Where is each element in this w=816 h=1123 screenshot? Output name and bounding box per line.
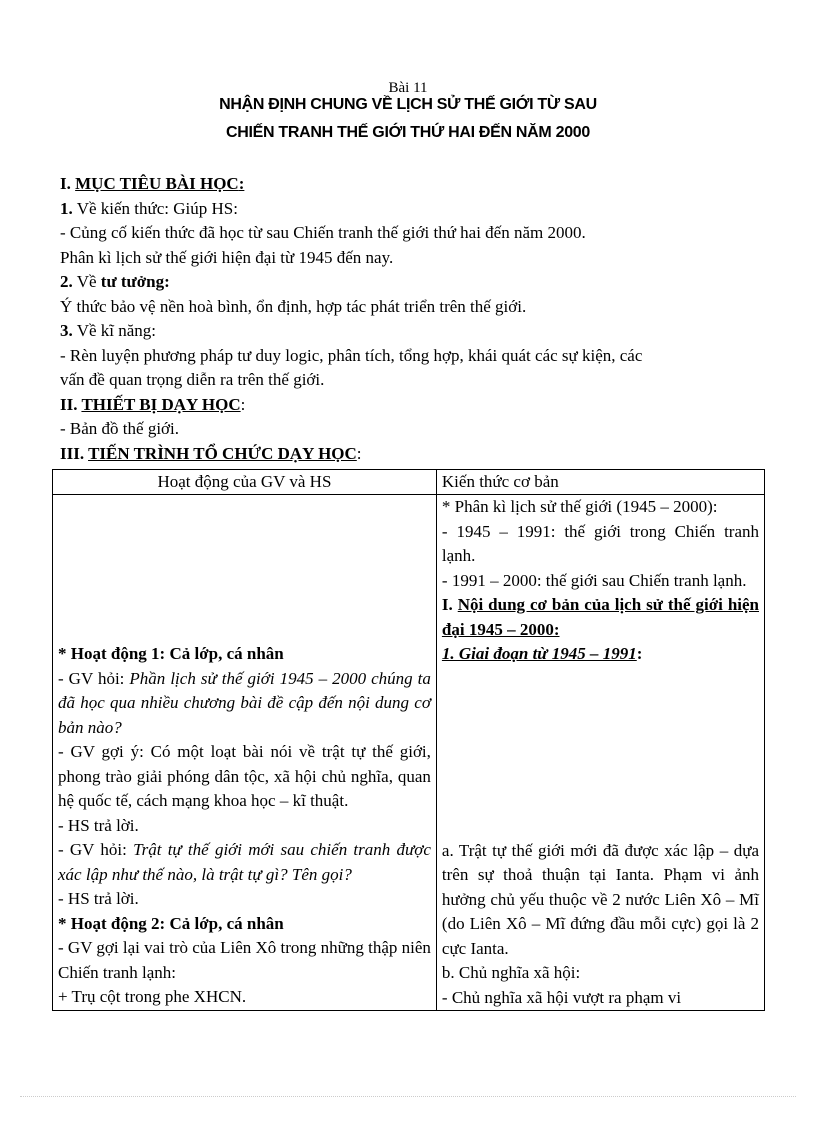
section2-heading — [60, 393, 760, 418]
lesson-title-line2: CHIẾN TRANH THẾ GIỚI THỨ HAI ĐẾN NĂM 2000 — [226, 124, 590, 141]
ideology-num: 2. — [60, 272, 73, 291]
order-a: a. Trật tự thế giới mới đã được xác lập – dựa trên sự thoả thuận tại Ianta. Phạm vi ảnh hưởng chủ yếu thuộc về 2 nước Liên Xô – Mĩ (do Liên Xô – Mĩ đứng đầu mỗi cực) gọi là 2 cực Ianta. — [441, 840, 759, 958]
content-heading: I. Nội dung cơ bản của lịch sử thế giới hiện đại 1945 – 2000: — [441, 595, 759, 639]
periods-title: * Phân kì lịch sử thế giới (1945 – 2000): — [441, 497, 718, 516]
lesson-number: Bài 11 — [388, 80, 428, 96]
period1: - 1945 – 1991: thế giới trong Chiến tranh lạnh. — [441, 521, 759, 565]
objectives-body — [60, 172, 760, 466]
stage1-heading: 1. Giai đoạn từ 1945 – 1991: — [441, 644, 643, 663]
page-divider — [20, 1096, 796, 1097]
pillar-line: + Trụ cột trong phe XHCN. — [58, 987, 247, 1006]
period2: - 1991 – 2000: thế giới sau Chiến tranh lạnh. — [441, 570, 747, 590]
question2: - GV hỏi: Trật tự thế giới mới sau chiến tranh được xác lập như thế nào, là trật tự gì? Tên gọi? — [58, 840, 431, 884]
ideology-rest: tư tưởng: — [96, 272, 170, 291]
knowledge-line1: - Củng cố kiến thức đã học từ sau Chiến tranh thế giới thứ hai đến năm 2000. — [60, 223, 586, 242]
student-answer1: - HS trả lời. — [58, 815, 139, 835]
section1-title: MỤC TIÊU BÀI HỌC — [75, 174, 239, 193]
activity1-title: * Hoạt động 1: Cả lớp, cá nhân — [58, 644, 284, 663]
skills-line1: - Rèn luyện phương pháp tư duy logic, phân tích, tổng hợp, khái quát các sự kiện, các — [60, 345, 643, 365]
knowledge-heading — [60, 197, 760, 222]
table-row — [53, 495, 765, 1011]
section3-number: III. — [60, 443, 85, 463]
skills-num: 3. — [60, 321, 73, 340]
section2-title: THIẾT BỊ DẠY HỌC — [81, 394, 241, 414]
section1-number: I. — [60, 174, 71, 193]
knowledge-rest: kiến thức: Giúp HS: — [96, 198, 238, 218]
skills-heading — [60, 319, 760, 344]
teacher-recall: - GV gợi lại vai trò của Liên Xô trong những thập niên Chiến tranh lạnh: — [58, 938, 431, 982]
section2-suffix: : — [240, 394, 246, 414]
knowledge-label: Về — [76, 198, 97, 218]
ideology-heading — [60, 270, 760, 295]
section2-number: II. — [60, 394, 78, 414]
section3-heading — [60, 442, 760, 467]
skills-rest: kĩ năng: — [96, 321, 157, 340]
activities-cell — [53, 495, 437, 1011]
header-activities: Hoạt động của GV và HS — [53, 470, 437, 495]
section3-suffix: : — [356, 443, 362, 463]
question1: - GV hỏi: Phần lịch sử thế giới 1945 – 2000 chúng ta đã học qua nhiều chương bài đề cập đến nội dung cơ bản nào? — [58, 668, 431, 737]
section1-heading — [60, 172, 760, 197]
socialism-b: b. Chủ nghĩa xã hội: — [441, 963, 581, 982]
skills-line2: vấn đề quan trọng diễn ra trên thế giới. — [60, 370, 325, 389]
ideology-line1: Ý thức bảo vệ nền hoà bình, ổn định, hợp tác phát triển trên thế giới. — [60, 296, 527, 316]
knowledge-num: 1. — [60, 198, 73, 218]
section1-suffix: : — [238, 174, 245, 193]
header-knowledge: Kiến thức cơ bản — [436, 470, 764, 495]
socialism-line: - Chủ nghĩa xã hội vượt ra phạm vi — [441, 987, 682, 1007]
ideology-label: Về — [76, 272, 97, 291]
knowledge-line2: Phân kì lịch sử thế giới hiện đại từ 1945 đến nay. — [60, 247, 394, 267]
activity2-title: * Hoạt động 2: Cả lớp, cá nhân — [58, 913, 284, 933]
skills-label: Về — [76, 321, 97, 340]
knowledge-cell — [436, 495, 764, 1011]
equipment-line1: - Bản đồ thế giới. — [60, 419, 179, 438]
student-answer2: - HS trả lời. — [58, 889, 139, 908]
teacher-hint: - GV gợi ý: Có một loạt bài nói về trật tự thế giới, phong trào giải phóng dân tộc, xã hội chủ nghĩa, quan hệ quốc tế, cách mạng khoa học – kĩ thuật. — [58, 742, 431, 810]
table-header-row — [53, 470, 765, 495]
lesson-table — [52, 469, 765, 1011]
section3-title: TIẾN TRÌNH TỔ CHỨC DẠY HỌC — [88, 443, 357, 463]
lesson-title-line1: NHẬN ĐỊNH CHUNG VỀ LỊCH SỬ THẾ GIỚI TỪ SAU — [219, 96, 597, 113]
